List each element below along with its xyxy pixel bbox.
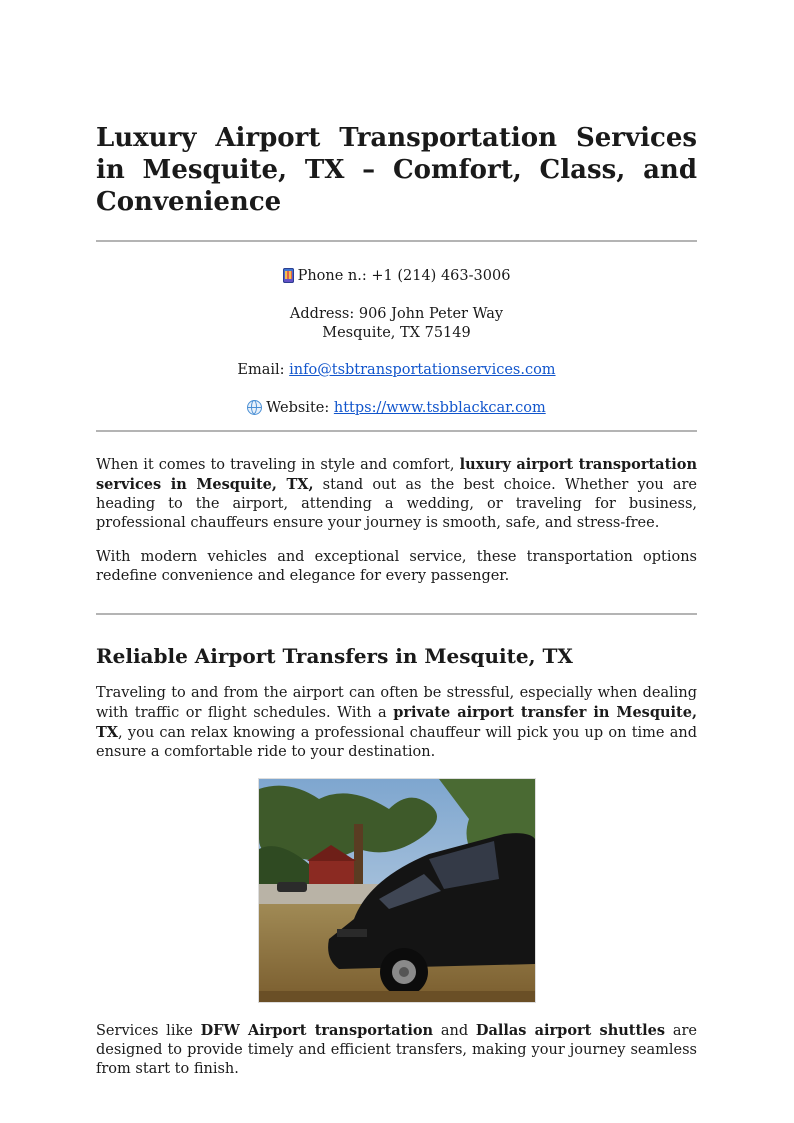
document-content: [96, 122, 697, 1079]
phone-number: +1 (214) 463-3006: [371, 268, 511, 284]
website-line: [96, 399, 697, 418]
text-run: , you can relax knowing a professional chauffeur will pick you up on time and ensure a comfortable ride to your destination.: [96, 725, 697, 760]
bold-text: private airport transfer in Mesquite, TX: [96, 704, 697, 741]
email-link[interactable]: info@tsbtransportationservices.com: [289, 362, 556, 378]
email-label: Email:: [237, 362, 290, 378]
address-line-1: Address: 906 John Peter Way: [289, 306, 504, 322]
bold-text: luxury airport transportation services in Mesquite, TX,: [96, 456, 697, 493]
mobile-phone-icon: [283, 268, 294, 283]
divider: [96, 430, 697, 432]
intro-paragraph-2: With modern vehicles and exceptional service, these transportation options redefine convenience and elegance for every passenger.: [96, 549, 697, 584]
phone-line: [96, 267, 697, 286]
page-title: Luxury Airport Transportation Services in Mesquite, TX – Comfort, Class, and Convenience: [96, 123, 697, 217]
website-link[interactable]: https://www.tsbblackcar.com: [333, 400, 546, 416]
contact-block: [96, 267, 697, 418]
email-line: [96, 361, 697, 380]
text-run: When it comes to traveling in style and comfort,: [96, 457, 460, 473]
website-label: Website:: [266, 400, 334, 416]
intro-paragraph-1: [96, 455, 697, 533]
section-heading: Reliable Airport Transfers in Mesquite, TX: [96, 644, 573, 668]
text-run: are designed to provide timely and efficient transfers, making your journey seamless from start to finish.: [96, 1023, 697, 1077]
black-van-photo: [258, 778, 536, 1003]
bold-text: DFW Airport transportation: [200, 1022, 434, 1039]
phone-label: Phone n.:: [297, 268, 372, 284]
text-run: and: [433, 1023, 476, 1039]
text-run: Services like: [96, 1023, 201, 1039]
divider: [96, 240, 697, 242]
text-run: Traveling to and from the airport can often be stressful, especially when dealing with traffic or flight schedules. With a: [96, 685, 697, 721]
section-paragraph-2: [96, 1021, 697, 1079]
address-line-2: Mesquite, TX 75149: [322, 325, 471, 341]
section-paragraph-1: [96, 684, 697, 762]
globe-icon: [247, 400, 262, 415]
bold-text: Dallas airport shuttles: [475, 1022, 666, 1039]
divider: [96, 613, 697, 615]
text-run: stand out as the best choice. Whether you are heading to the airport, attending a wedding, or traveling for business, professional chauffeurs ensure your journey is smooth, safe, and stress-free.: [96, 477, 697, 531]
